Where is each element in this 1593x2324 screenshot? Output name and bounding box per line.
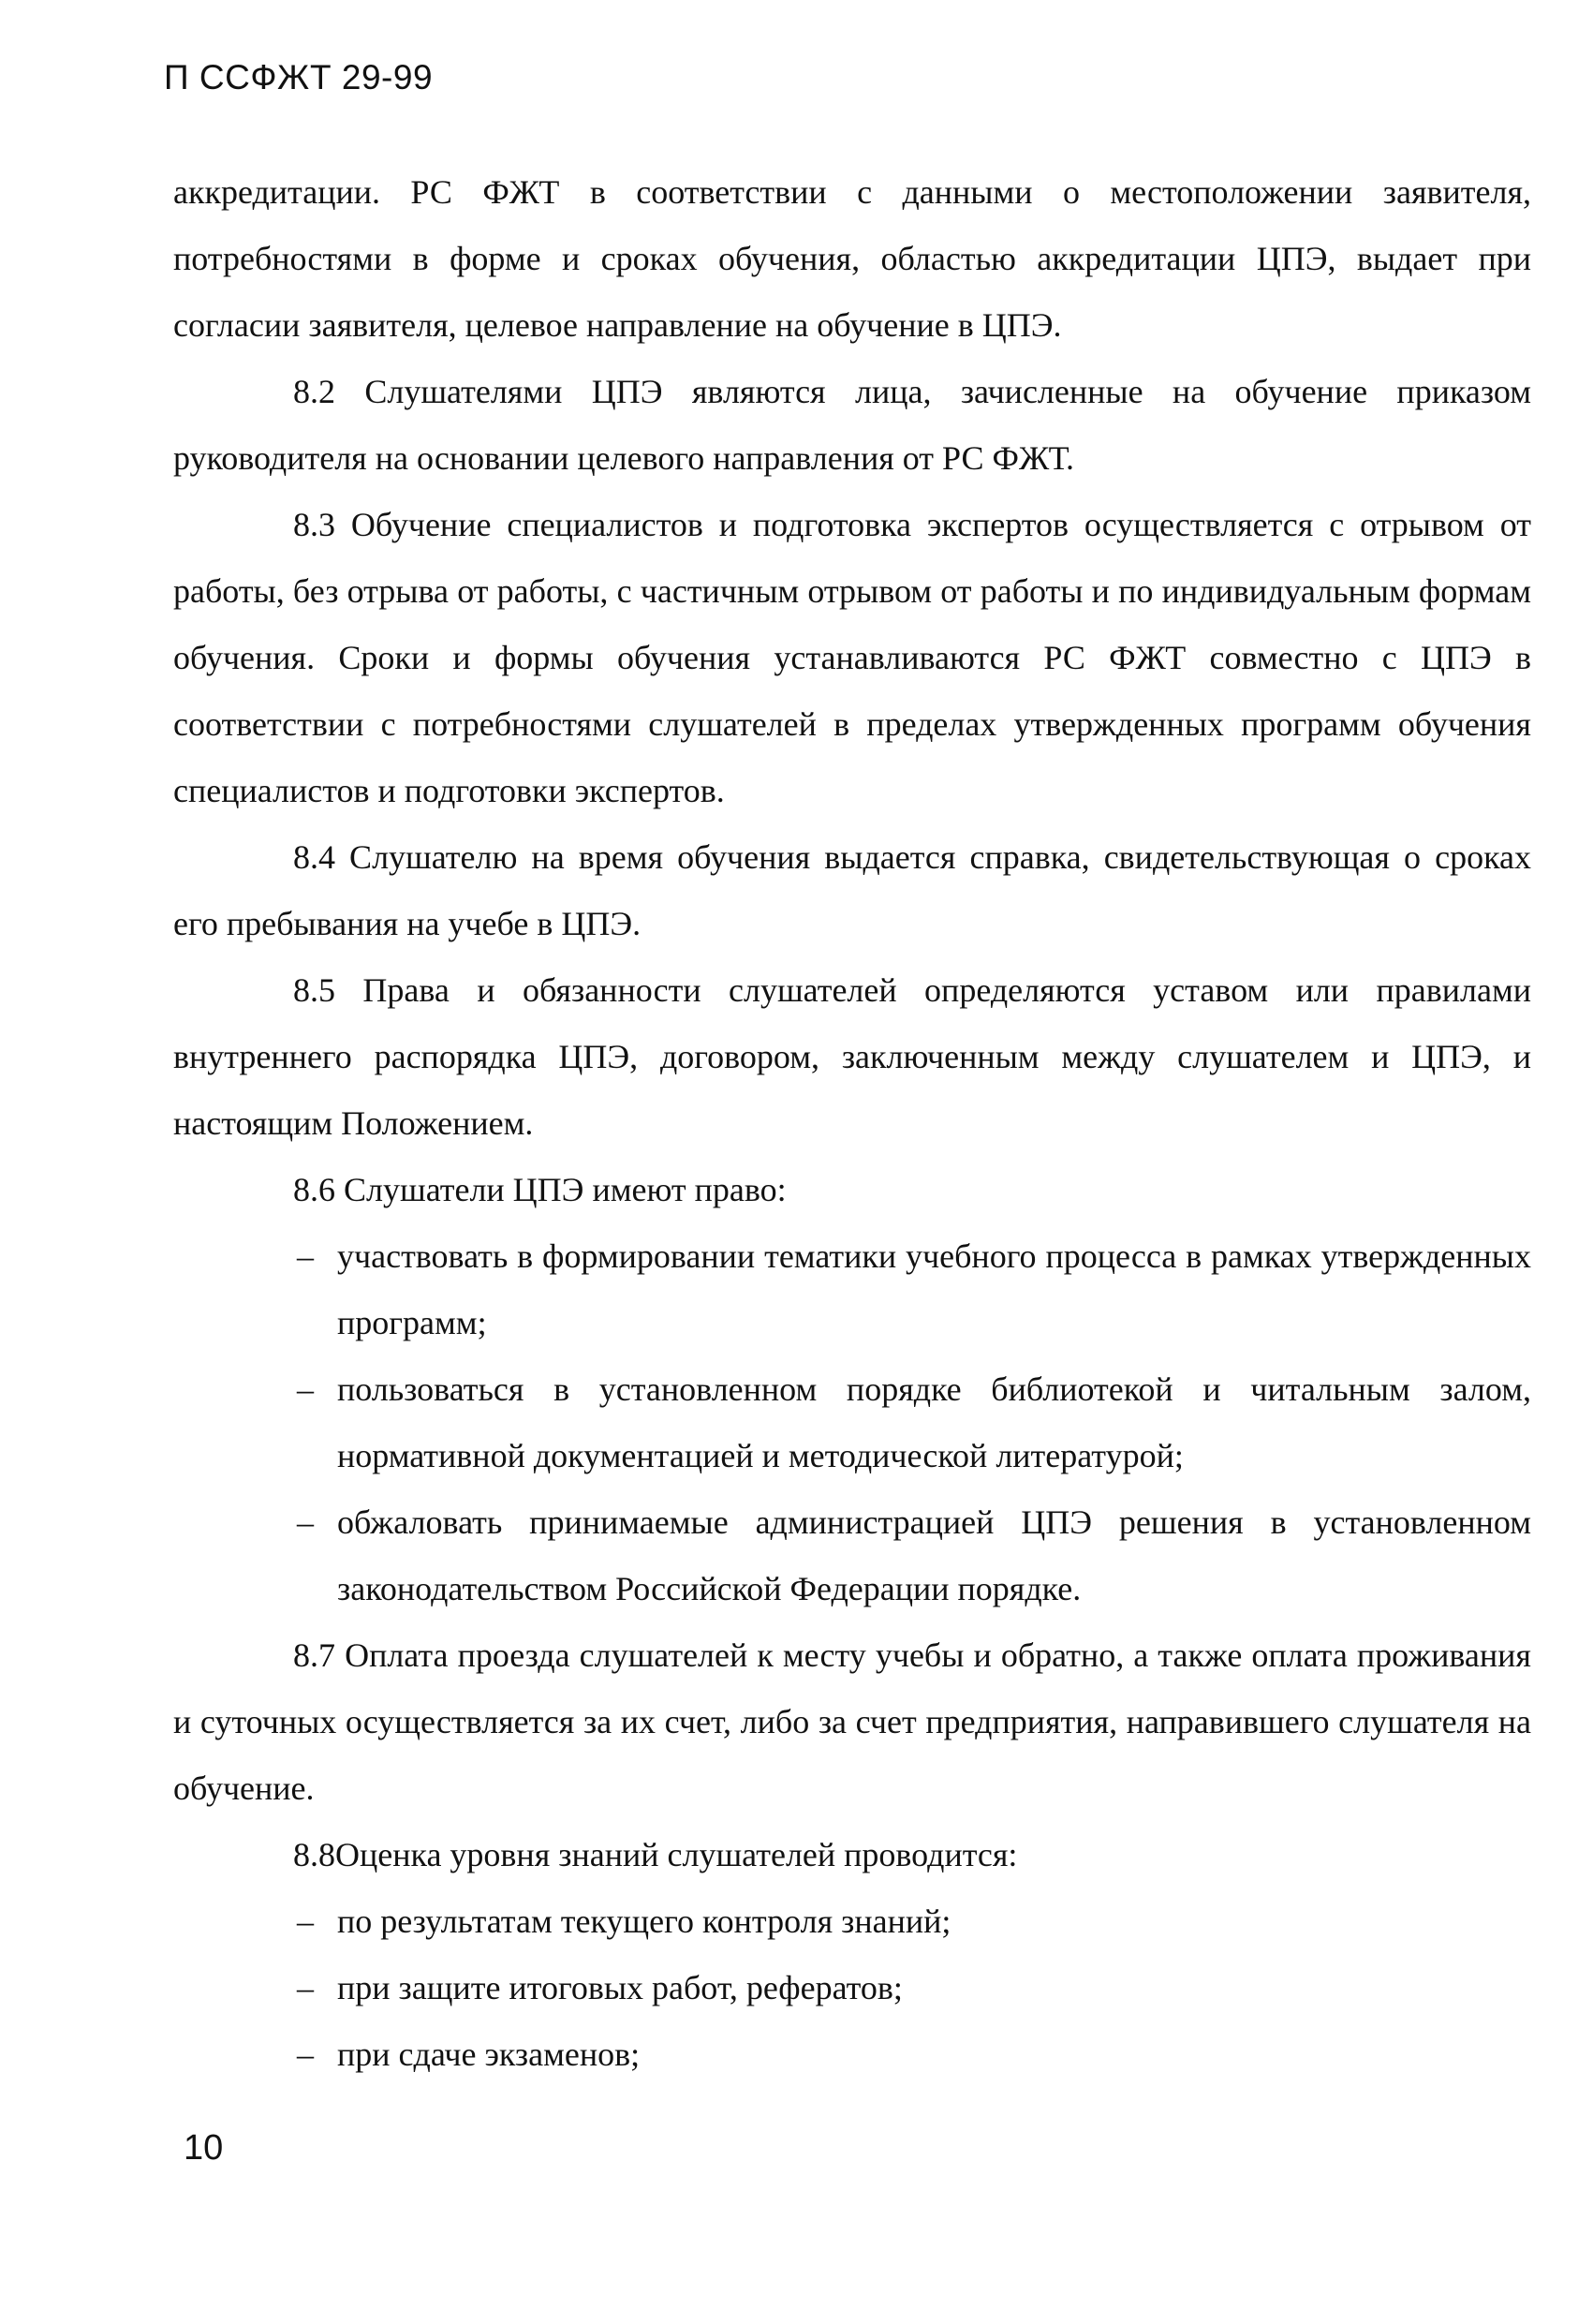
rights-item-text: обжаловать принимаемые администрацией ЦПЭ решения в установленном законодательством Российской Федерации порядке. [337,1503,1531,1607]
paragraph-8-5: 8.5 Права и обязанности слушателей определяются уставом или правилами внутреннего распорядка ЦПЭ, договором, заключенным между слушателем и ЦПЭ, и настоящим Положением. [173,971,1531,1142]
dash-bullet: – [297,1969,314,2006]
paragraph-8-7: 8.7 Оплата проезда слушателей к месту учебы и обратно, а также оплата проживания и суточных осуществляется за их счет, либо за счет предприятия, направившего слушателя на обучение. [173,1636,1531,1807]
dash-bullet: – [297,1503,314,1541]
rights-list-item [173,1489,1531,1622]
paragraph-8-4: 8.4 Слушателю на время обучения выдается справка, свидетельствующая о сроках его пребывания на учебе в ЦПЭ. [173,838,1531,942]
paragraph-continuation: аккредитации. РС ФЖТ в соответствии с данными о местоположении заявителя, потребностями в форме и сроках обучения, областью аккредитации ЦПЭ, выдает при согласии заявителя, целевое направление на обучение в ЦПЭ. [173,173,1531,344]
assessment-item-text: при защите итоговых работ, рефератов; [337,1969,903,2006]
paragraph-8-8-intro: 8.8Оценка уровня знаний слушателей проводится: [293,1836,1018,1873]
rights-list-item [173,1356,1531,1489]
assessment-list-item [173,1888,1531,1955]
paragraph-8-3: 8.3 Обучение специалистов и подготовка экспертов осуществляется с отрывом от работы, без отрыва от работы, с частичным отрывом от работы и по индивидуальным формам обучения. Сроки и формы обучения устанавливаются РС ФЖТ совместно с ЦПЭ в соответствии с потребностями слушателей в пределах утвержденных программ обучения специалистов и подготовки экспертов. [173,506,1531,809]
rights-item-text: пользоваться в установленном порядке библиотекой и читальным залом, нормативной документацией и методической литературой; [337,1370,1531,1474]
dash-bullet: – [297,1902,314,1940]
page-number: 10 [184,2128,224,2168]
assessment-list-item [173,1955,1531,2021]
rights-item-text: участвовать в формировании тематики учебного процесса в рамках утвержденных программ; [337,1237,1531,1341]
document-body [173,159,1531,2088]
paragraph-8-2: 8.2 Слушателями ЦПЭ являются лица, зачисленные на обучение приказом руководителя на основании целевого направления от РС ФЖТ. [173,373,1531,477]
document-code-header: П ССФЖТ 29-99 [164,58,434,96]
assessment-list-item [173,2021,1531,2088]
assessment-item-text: при сдаче экзаменов; [337,2035,641,2073]
assessment-item-text: по результатам текущего контроля знаний; [337,1902,951,1940]
dash-bullet: – [297,1370,314,1408]
dash-bullet: – [297,2035,314,2073]
paragraph-8-6-intro: 8.6 Слушатели ЦПЭ имеют право: [293,1171,787,1208]
dash-bullet: – [297,1237,314,1275]
rights-list-item [173,1223,1531,1356]
